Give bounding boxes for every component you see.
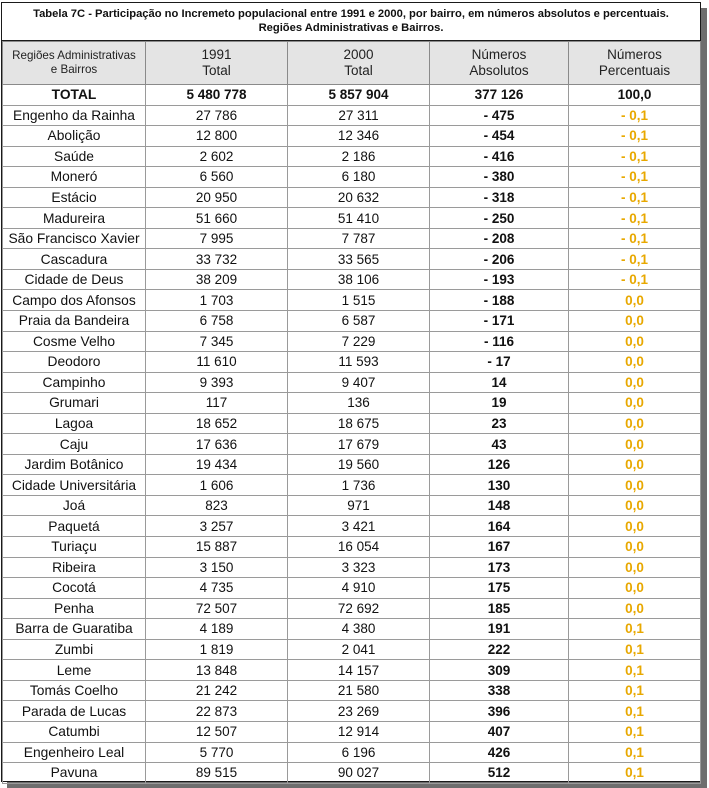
cell-2000: 11 593 <box>288 352 430 373</box>
cell-absolute: - 250 <box>430 208 569 229</box>
cell-name: Pavuna <box>3 763 146 784</box>
cell-absolute: 126 <box>430 454 569 475</box>
table-row <box>3 393 701 414</box>
cell-2000: 2 041 <box>288 639 430 660</box>
cell-percent: 0,0 <box>569 372 701 393</box>
total-row <box>3 85 701 106</box>
table-row <box>3 413 701 434</box>
cell-percent: 0,1 <box>569 680 701 701</box>
cell-2000: 6 180 <box>288 167 430 188</box>
cell-percent: 0,0 <box>569 393 701 414</box>
cell-absolute: - 193 <box>430 269 569 290</box>
table-row <box>3 598 701 619</box>
cell-percent: 0,1 <box>569 619 701 640</box>
table-row <box>3 680 701 701</box>
cell-absolute: 14 <box>430 372 569 393</box>
title-line-1: Tabela 7C - Participação no Incremeto populacional entre 1991 e 2000, por bairro, em números absolutos e percentuais. <box>33 8 669 20</box>
cell-percent: 0,0 <box>569 311 701 332</box>
header-region: Regiões Administrativas e Bairros <box>3 42 146 85</box>
cell-percent: 0,0 <box>569 578 701 599</box>
table-row <box>3 578 701 599</box>
cell-percent: 0,0 <box>569 537 701 558</box>
cell-2000: 72 692 <box>288 598 430 619</box>
cell-absolute: 175 <box>430 578 569 599</box>
total-absolute: 377 126 <box>430 85 569 106</box>
cell-1991: 12 800 <box>146 126 288 147</box>
cell-2000: 20 632 <box>288 187 430 208</box>
cell-name: Campo dos Afonsos <box>3 290 146 311</box>
cell-2000: 19 560 <box>288 454 430 475</box>
cell-percent: 0,1 <box>569 763 701 784</box>
cell-2000: 17 679 <box>288 434 430 455</box>
cell-absolute: 338 <box>430 680 569 701</box>
table-row <box>3 269 701 290</box>
cell-percent: 0,0 <box>569 434 701 455</box>
cell-percent: - 0,1 <box>569 228 701 249</box>
cell-1991: 20 950 <box>146 187 288 208</box>
cell-name: Cascadura <box>3 249 146 270</box>
cell-absolute: 173 <box>430 557 569 578</box>
cell-1991: 1 606 <box>146 475 288 496</box>
cell-1991: 3 150 <box>146 557 288 578</box>
cell-absolute: - 454 <box>430 126 569 147</box>
table-row <box>3 352 701 373</box>
cell-absolute: - 416 <box>430 146 569 167</box>
cell-1991: 22 873 <box>146 701 288 722</box>
header-row <box>3 42 701 85</box>
cell-percent: 0,0 <box>569 290 701 311</box>
cell-1991: 33 732 <box>146 249 288 270</box>
cell-2000: 12 346 <box>288 126 430 147</box>
cell-2000: 12 914 <box>288 721 430 742</box>
table-row <box>3 146 701 167</box>
cell-1991: 7 345 <box>146 331 288 352</box>
cell-1991: 72 507 <box>146 598 288 619</box>
cell-absolute: - 171 <box>430 311 569 332</box>
cell-2000: 7 787 <box>288 228 430 249</box>
cell-absolute: 148 <box>430 495 569 516</box>
cell-name: Praia da Bandeira <box>3 311 146 332</box>
cell-2000: 4 910 <box>288 578 430 599</box>
cell-2000: 51 410 <box>288 208 430 229</box>
header-2000: 2000 Total <box>288 42 430 85</box>
cell-percent: 0,0 <box>569 475 701 496</box>
cell-1991: 51 660 <box>146 208 288 229</box>
cell-name: Cocotá <box>3 578 146 599</box>
cell-name: Engenheiro Leal <box>3 742 146 763</box>
header-percent: Números Percentuais <box>569 42 701 85</box>
table-row <box>3 639 701 660</box>
cell-2000: 14 157 <box>288 660 430 681</box>
cell-name: Grumari <box>3 393 146 414</box>
cell-2000: 4 380 <box>288 619 430 640</box>
table-row <box>3 660 701 681</box>
cell-name: Moneró <box>3 167 146 188</box>
table-row <box>3 105 701 126</box>
table-frame <box>1 2 701 782</box>
cell-2000: 90 027 <box>288 763 430 784</box>
cell-name: Paquetá <box>3 516 146 537</box>
cell-1991: 89 515 <box>146 763 288 784</box>
cell-percent: 0,0 <box>569 331 701 352</box>
cell-1991: 823 <box>146 495 288 516</box>
cell-name: Caju <box>3 434 146 455</box>
cell-name: Turiaçu <box>3 537 146 558</box>
cell-percent: 0,0 <box>569 454 701 475</box>
cell-2000: 33 565 <box>288 249 430 270</box>
header-absolute: Números Absolutos <box>430 42 569 85</box>
cell-1991: 19 434 <box>146 454 288 475</box>
table-row <box>3 763 701 784</box>
total-2000: 5 857 904 <box>288 85 430 106</box>
cell-percent: - 0,1 <box>569 146 701 167</box>
cell-1991: 21 242 <box>146 680 288 701</box>
table-row <box>3 290 701 311</box>
cell-absolute: - 116 <box>430 331 569 352</box>
cell-name: Catumbi <box>3 721 146 742</box>
table-row <box>3 701 701 722</box>
cell-percent: 0,0 <box>569 352 701 373</box>
cell-absolute: 164 <box>430 516 569 537</box>
cell-percent: - 0,1 <box>569 269 701 290</box>
cell-1991: 15 887 <box>146 537 288 558</box>
cell-absolute: - 475 <box>430 105 569 126</box>
cell-name: Cidade de Deus <box>3 269 146 290</box>
table-row <box>3 434 701 455</box>
cell-2000: 1 515 <box>288 290 430 311</box>
cell-absolute: 43 <box>430 434 569 455</box>
table-row <box>3 557 701 578</box>
cell-name: Joá <box>3 495 146 516</box>
cell-name: Leme <box>3 660 146 681</box>
cell-percent: 0,0 <box>569 495 701 516</box>
cell-name: Jardim Botânico <box>3 454 146 475</box>
table-row <box>3 721 701 742</box>
cell-1991: 6 560 <box>146 167 288 188</box>
total-1991: 5 480 778 <box>146 85 288 106</box>
cell-percent: - 0,1 <box>569 249 701 270</box>
cell-absolute: 167 <box>430 537 569 558</box>
cell-percent: - 0,1 <box>569 208 701 229</box>
cell-name: Cosme Velho <box>3 331 146 352</box>
cell-1991: 4 189 <box>146 619 288 640</box>
table-row <box>3 126 701 147</box>
table-row <box>3 249 701 270</box>
cell-percent: - 0,1 <box>569 105 701 126</box>
table-row <box>3 619 701 640</box>
cell-absolute: 512 <box>430 763 569 784</box>
cell-name: Barra de Guaratiba <box>3 619 146 640</box>
cell-percent: 0,1 <box>569 701 701 722</box>
total-label: TOTAL <box>3 85 146 106</box>
cell-percent: 0,1 <box>569 721 701 742</box>
cell-name: Madureira <box>3 208 146 229</box>
cell-percent: - 0,1 <box>569 167 701 188</box>
cell-absolute: 407 <box>430 721 569 742</box>
cell-absolute: 222 <box>430 639 569 660</box>
table-row <box>3 167 701 188</box>
total-percent: 100,0 <box>569 85 701 106</box>
cell-name: São Francisco Xavier <box>3 228 146 249</box>
cell-name: Estácio <box>3 187 146 208</box>
table-row <box>3 537 701 558</box>
cell-percent: 0,1 <box>569 742 701 763</box>
cell-1991: 1 703 <box>146 290 288 311</box>
cell-name: Parada de Lucas <box>3 701 146 722</box>
cell-absolute: 191 <box>430 619 569 640</box>
table-row <box>3 454 701 475</box>
cell-name: Ribeira <box>3 557 146 578</box>
cell-1991: 9 393 <box>146 372 288 393</box>
cell-1991: 7 995 <box>146 228 288 249</box>
cell-name: Lagoa <box>3 413 146 434</box>
cell-2000: 16 054 <box>288 537 430 558</box>
cell-absolute: - 208 <box>430 228 569 249</box>
cell-absolute: 19 <box>430 393 569 414</box>
cell-absolute: 185 <box>430 598 569 619</box>
cell-percent: - 0,1 <box>569 187 701 208</box>
cell-absolute: 396 <box>430 701 569 722</box>
cell-absolute: 426 <box>430 742 569 763</box>
cell-absolute: 23 <box>430 413 569 434</box>
cell-2000: 38 106 <box>288 269 430 290</box>
cell-1991: 5 770 <box>146 742 288 763</box>
cell-2000: 23 269 <box>288 701 430 722</box>
table-row <box>3 475 701 496</box>
cell-2000: 1 736 <box>288 475 430 496</box>
cell-1991: 2 602 <box>146 146 288 167</box>
cell-2000: 3 421 <box>288 516 430 537</box>
cell-name: Zumbi <box>3 639 146 660</box>
header-1991: 1991 Total <box>146 42 288 85</box>
cell-1991: 18 652 <box>146 413 288 434</box>
cell-2000: 21 580 <box>288 680 430 701</box>
table-row <box>3 228 701 249</box>
cell-2000: 9 407 <box>288 372 430 393</box>
table-title <box>2 3 700 41</box>
cell-percent: - 0,1 <box>569 126 701 147</box>
cell-absolute: 130 <box>430 475 569 496</box>
cell-percent: 0,0 <box>569 557 701 578</box>
cell-percent: 0,1 <box>569 660 701 681</box>
cell-1991: 12 507 <box>146 721 288 742</box>
cell-name: Campinho <box>3 372 146 393</box>
table-row <box>3 331 701 352</box>
cell-1991: 1 819 <box>146 639 288 660</box>
cell-name: Saúde <box>3 146 146 167</box>
table-row <box>3 495 701 516</box>
cell-percent: 0,0 <box>569 413 701 434</box>
cell-name: Engenho da Rainha <box>3 105 146 126</box>
cell-percent: 0,1 <box>569 639 701 660</box>
cell-2000: 6 196 <box>288 742 430 763</box>
cell-1991: 6 758 <box>146 311 288 332</box>
cell-2000: 18 675 <box>288 413 430 434</box>
cell-1991: 4 735 <box>146 578 288 599</box>
cell-absolute: 309 <box>430 660 569 681</box>
population-table <box>2 41 701 784</box>
cell-name: Deodoro <box>3 352 146 373</box>
cell-1991: 17 636 <box>146 434 288 455</box>
cell-percent: 0,0 <box>569 598 701 619</box>
cell-2000: 7 229 <box>288 331 430 352</box>
cell-name: Cidade Universitária <box>3 475 146 496</box>
cell-percent: 0,0 <box>569 516 701 537</box>
cell-1991: 13 848 <box>146 660 288 681</box>
cell-absolute: - 380 <box>430 167 569 188</box>
table-row <box>3 187 701 208</box>
cell-absolute: - 17 <box>430 352 569 373</box>
cell-2000: 971 <box>288 495 430 516</box>
table-row <box>3 516 701 537</box>
cell-2000: 2 186 <box>288 146 430 167</box>
cell-2000: 27 311 <box>288 105 430 126</box>
title-line-2: Regiões Administrativas e Bairros. <box>258 22 444 34</box>
cell-2000: 3 323 <box>288 557 430 578</box>
table-row <box>3 742 701 763</box>
cell-1991: 38 209 <box>146 269 288 290</box>
cell-1991: 27 786 <box>146 105 288 126</box>
cell-absolute: - 318 <box>430 187 569 208</box>
cell-2000: 136 <box>288 393 430 414</box>
cell-absolute: - 188 <box>430 290 569 311</box>
cell-name: Abolição <box>3 126 146 147</box>
cell-absolute: - 206 <box>430 249 569 270</box>
table-row <box>3 372 701 393</box>
cell-1991: 117 <box>146 393 288 414</box>
cell-name: Penha <box>3 598 146 619</box>
cell-1991: 11 610 <box>146 352 288 373</box>
cell-1991: 3 257 <box>146 516 288 537</box>
cell-2000: 6 587 <box>288 311 430 332</box>
table-row <box>3 208 701 229</box>
table-row <box>3 311 701 332</box>
cell-name: Tomás Coelho <box>3 680 146 701</box>
